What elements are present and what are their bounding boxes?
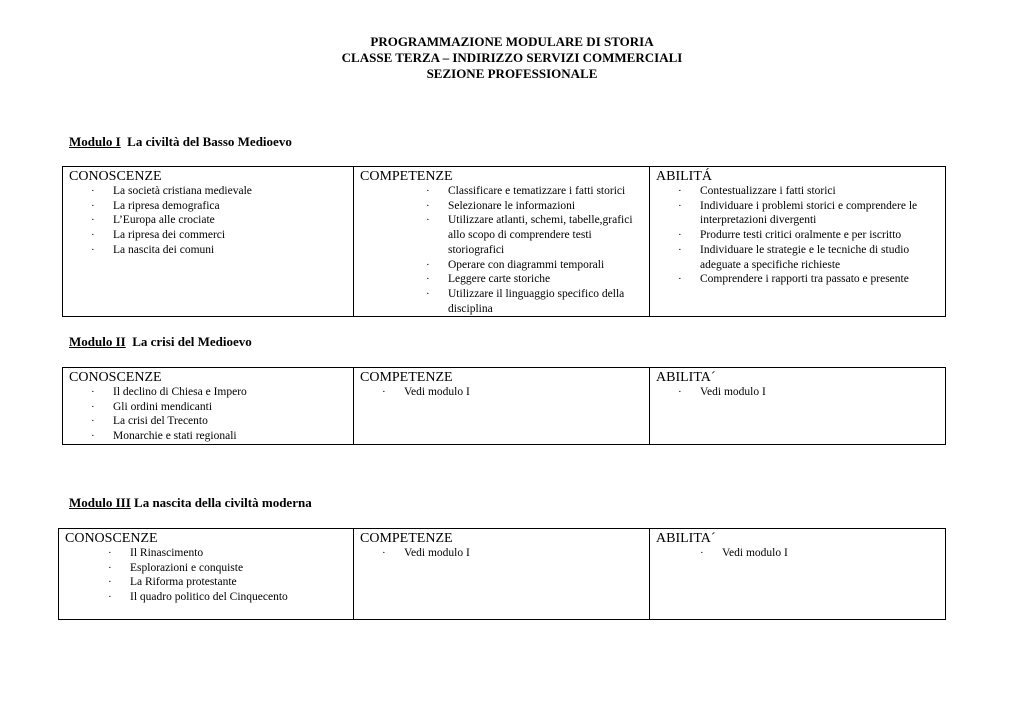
bullet-icon: ·	[108, 576, 112, 589]
bullet-icon: ·	[382, 547, 386, 559]
list-item-text: La ripresa dei commerci	[113, 229, 226, 242]
list-item	[91, 429, 349, 444]
list-item	[108, 575, 349, 590]
module-1-number: Modulo I	[69, 134, 121, 149]
bullet-icon: ·	[382, 386, 386, 398]
list-item	[91, 400, 349, 415]
abilita-list	[656, 385, 941, 400]
bullet-icon: ·	[426, 199, 430, 212]
abilita-heading: ABILITA´	[656, 531, 716, 546]
list-item	[426, 287, 645, 316]
module-2-table	[62, 367, 946, 445]
competenze-heading: COMPETENZE	[360, 169, 453, 184]
list-item	[678, 243, 941, 272]
bullet-icon: ·	[91, 243, 95, 256]
bullet-icon: ·	[91, 229, 95, 242]
list-item	[91, 228, 349, 243]
list-item-text: Classificare e tematizzare i fatti storici	[448, 185, 626, 197]
bullet-icon: ·	[678, 185, 682, 197]
list-item	[91, 213, 349, 228]
list-item	[382, 546, 645, 561]
bullet-icon: ·	[678, 386, 682, 398]
bullet-icon: ·	[426, 185, 430, 197]
list-item	[678, 199, 941, 228]
module-2-competenze-cell	[354, 368, 650, 445]
list-item-text: Vedi modulo I	[404, 547, 470, 559]
module-1-abilita-cell	[650, 167, 946, 317]
list-item	[678, 385, 941, 400]
conoscenze-list	[65, 546, 349, 605]
list-item	[426, 258, 645, 273]
list-item	[91, 243, 349, 258]
list-item-text: Comprendere i rapporti tra passato e presente	[700, 273, 909, 286]
list-item-text: Il Rinascimento	[130, 547, 204, 559]
competenze-heading: COMPETENZE	[360, 370, 453, 385]
module-2-heading	[69, 334, 252, 350]
module-3-conoscenze-cell	[59, 529, 354, 620]
module-3-abilita-cell	[650, 529, 946, 620]
bullet-icon: ·	[91, 386, 95, 398]
competenze-list	[360, 385, 645, 400]
list-item	[426, 184, 645, 199]
list-item	[108, 546, 349, 561]
list-item-text: Il quadro politico del Cinquecento	[130, 591, 288, 604]
module-3-competenze-cell	[354, 529, 650, 620]
list-item	[91, 199, 349, 214]
list-item	[426, 272, 645, 287]
conoscenze-list	[69, 385, 349, 444]
document-subtitle-class: CLASSE TERZA – INDIRIZZO SERVIZI COMMERCIALI	[341, 50, 683, 65]
conoscenze-heading: CONOSCENZE	[65, 531, 158, 546]
bullet-icon: ·	[426, 273, 430, 286]
bullet-icon: ·	[91, 430, 95, 443]
bullet-icon: ·	[426, 258, 430, 271]
list-item-text: Gli ordini mendicanti	[113, 400, 213, 413]
bullet-icon: ·	[108, 591, 112, 604]
bullet-icon: ·	[91, 185, 95, 197]
list-item-text: La società cristiana medievale	[113, 185, 252, 197]
conoscenze-heading: CONOSCENZE	[69, 370, 162, 385]
module-3-heading	[69, 495, 312, 511]
module-2-conoscenze-cell	[63, 368, 354, 445]
list-item-text: Vedi modulo I	[404, 386, 470, 398]
list-item-text: Contestualizzare i fatti storici	[700, 185, 836, 197]
competenze-list	[360, 546, 645, 561]
list-item	[426, 213, 645, 257]
module-2-abilita-cell	[650, 368, 946, 445]
conoscenze-list	[69, 184, 349, 258]
list-item	[678, 184, 941, 199]
list-item-text: Selezionare le informazioni	[448, 199, 576, 212]
module-3-title: La nascita della civiltà moderna	[134, 495, 312, 510]
list-item-text: Individuare i problemi storici e comprendere le interpretazioni divergenti	[700, 199, 918, 227]
list-item	[678, 228, 941, 243]
module-1-title: La civiltà del Basso Medioevo	[127, 134, 292, 149]
list-item-text: Esplorazioni e conquiste	[130, 561, 244, 574]
bullet-icon: ·	[91, 400, 95, 413]
module-2-title: La crisi del Medioevo	[132, 334, 252, 349]
list-item-text: La crisi del Trecento	[113, 415, 208, 428]
list-item	[108, 590, 349, 605]
module-1-heading	[69, 134, 292, 150]
bullet-icon: ·	[426, 214, 430, 227]
module-1-conoscenze-cell	[63, 167, 354, 317]
list-item	[700, 546, 941, 561]
list-item	[678, 272, 941, 287]
module-3-number: Modulo III	[69, 495, 131, 510]
module-1-competenze-cell	[354, 167, 650, 317]
abilita-heading: ABILITA´	[656, 370, 716, 385]
list-item-text: La Riforma protestante	[130, 576, 237, 589]
list-item-text: Vedi modulo I	[722, 547, 788, 559]
abilita-list	[656, 546, 941, 561]
list-item-text: La nascita dei comuni	[113, 243, 215, 256]
list-item-text: Monarchie e stati regionali	[113, 430, 237, 443]
list-item	[382, 385, 645, 400]
bullet-icon: ·	[678, 229, 682, 242]
list-item-text: Utilizzare atlanti, schemi, tabelle,grafici allo scopo di comprendere testi storiografici	[448, 214, 633, 256]
bullet-icon: ·	[426, 287, 430, 300]
bullet-icon: ·	[678, 273, 682, 286]
bullet-icon: ·	[108, 561, 112, 574]
module-2-number: Modulo II	[69, 334, 126, 349]
document-title: PROGRAMMAZIONE MODULARE DI STORIA	[370, 34, 654, 49]
list-item	[91, 414, 349, 429]
abilita-list	[656, 184, 941, 287]
document-subtitle-section: SEZIONE PROFESSIONALE	[426, 66, 598, 81]
bullet-icon: ·	[700, 547, 704, 559]
bullet-icon: ·	[108, 547, 112, 559]
list-item-text: Il declino di Chiesa e Impero	[113, 386, 247, 398]
bullet-icon: ·	[678, 243, 682, 256]
conoscenze-heading: CONOSCENZE	[69, 169, 162, 184]
abilita-heading: ABILITÁ	[656, 169, 712, 184]
list-item-text: Operare con diagrammi temporali	[448, 258, 605, 271]
list-item-text: Vedi modulo I	[700, 386, 766, 398]
list-item-text: L’Europa alle crociate	[113, 214, 215, 227]
list-item-text: Utilizzare il linguaggio specifico della disciplina	[448, 287, 625, 315]
bullet-icon: ·	[91, 199, 95, 212]
list-item	[91, 184, 349, 199]
list-item	[108, 561, 349, 576]
list-item	[426, 199, 645, 214]
list-item-text: Produrre testi critici oralmente e per iscritto	[700, 229, 902, 242]
bullet-icon: ·	[91, 415, 95, 428]
competenze-heading: COMPETENZE	[360, 531, 453, 546]
list-item-text: Individuare le strategie e le tecniche di studio adeguate a specifiche richieste	[700, 243, 910, 271]
bullet-icon: ·	[678, 199, 682, 212]
list-item-text: Leggere carte storiche	[448, 273, 551, 286]
module-1-table	[62, 166, 946, 317]
bullet-icon: ·	[91, 214, 95, 227]
list-item-text: La ripresa demografica	[113, 199, 220, 212]
list-item	[91, 385, 349, 400]
competenze-list	[360, 184, 645, 316]
module-3-table	[58, 528, 946, 620]
